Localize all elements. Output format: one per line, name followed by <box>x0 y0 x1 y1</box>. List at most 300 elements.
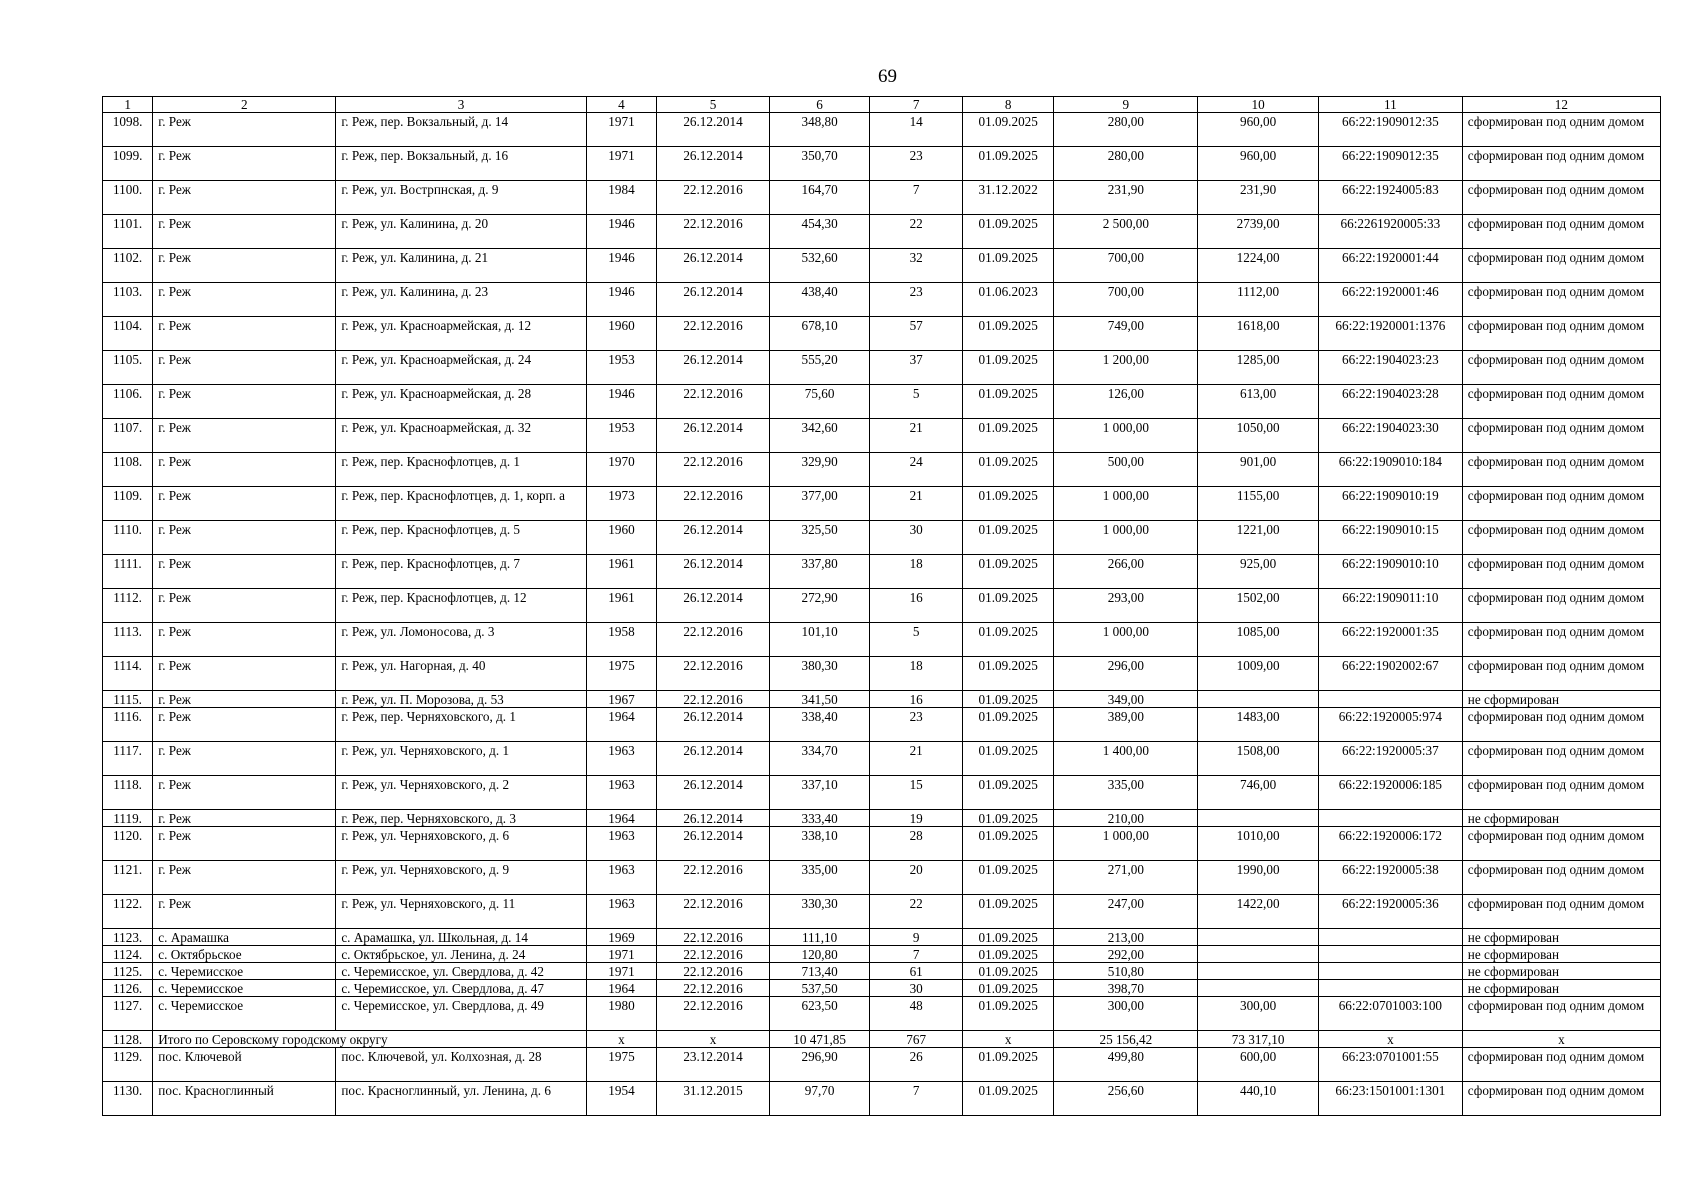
cell-area: 380,30 <box>769 657 870 691</box>
cell-address: г. Реж, ул. Черняховского, д. 11 <box>336 895 586 929</box>
cell-value-col10 <box>1198 963 1319 980</box>
cell-deadline: 01.09.2025 <box>962 776 1054 810</box>
cell-status: сформирован под одним домом <box>1462 1082 1660 1116</box>
cell-value-col10: 73 317,10 <box>1198 1031 1319 1048</box>
cell-row-number: 1106. <box>103 385 153 419</box>
cell-cadastral-number: 66:22:1920001:46 <box>1318 283 1462 317</box>
cell-row-number: 1103. <box>103 283 153 317</box>
cell-row-number: 1120. <box>103 827 153 861</box>
cell-inclusion-date: 26.12.2014 <box>657 351 770 385</box>
cell-area: 337,80 <box>769 555 870 589</box>
cell-deadline: 01.09.2025 <box>962 997 1054 1031</box>
cell-row-number: 1129. <box>103 1048 153 1082</box>
cell-area: 623,50 <box>769 997 870 1031</box>
table-row <box>103 249 1661 283</box>
cell-settlement: г. Реж <box>153 589 336 623</box>
cell-address: г. Реж, ул. П. Морозова, д. 53 <box>336 691 586 708</box>
cell-cadastral-number: 66:2261920005:33 <box>1318 215 1462 249</box>
cell-year-built: 1963 <box>586 895 656 929</box>
cell-inclusion-date: 22.12.2016 <box>657 963 770 980</box>
cell-address: г. Реж, ул. Калинина, д. 20 <box>336 215 586 249</box>
cell-deadline: 01.09.2025 <box>962 385 1054 419</box>
cell-row-number: 1121. <box>103 861 153 895</box>
cell-residents-count: 37 <box>870 351 963 385</box>
cell-settlement: г. Реж <box>153 385 336 419</box>
cell-value-col10: 901,00 <box>1198 453 1319 487</box>
cell-value-col9: 510,80 <box>1054 963 1198 980</box>
cell-row-number: 1114. <box>103 657 153 691</box>
cell-inclusion-date: 26.12.2014 <box>657 521 770 555</box>
cell-area: 338,10 <box>769 827 870 861</box>
cell-status: сформирован под одним домом <box>1462 742 1660 776</box>
cell-inclusion-date: 26.12.2014 <box>657 113 770 147</box>
cell-year-built: 1964 <box>586 980 656 997</box>
cell-cadastral-number: 66:22:1909010:19 <box>1318 487 1462 521</box>
cell-residents-count: 15 <box>870 776 963 810</box>
cell-cadastral-number <box>1318 946 1462 963</box>
cell-residents-count: 48 <box>870 997 963 1031</box>
cell-residents-count: 21 <box>870 742 963 776</box>
cell-value-col9: 280,00 <box>1054 147 1198 181</box>
cell-value-col10 <box>1198 810 1319 827</box>
cell-deadline: 01.09.2025 <box>962 861 1054 895</box>
cell-residents-count: 7 <box>870 181 963 215</box>
cell-address: с. Черемисское, ул. Свердлова, д. 42 <box>336 963 586 980</box>
column-header: 1 <box>103 97 153 113</box>
cell-value-col9: 256,60 <box>1054 1082 1198 1116</box>
cell-year-built: 1960 <box>586 317 656 351</box>
cell-value-col9: 293,00 <box>1054 589 1198 623</box>
table-row <box>103 589 1661 623</box>
cell-inclusion-date: 22.12.2016 <box>657 181 770 215</box>
cell-status: сформирован под одним домом <box>1462 419 1660 453</box>
cell-address: с. Черемисское, ул. Свердлова, д. 49 <box>336 997 586 1031</box>
cell-status: сформирован под одним домом <box>1462 861 1660 895</box>
table-row <box>103 419 1661 453</box>
cell-value-col10: 613,00 <box>1198 385 1319 419</box>
cell-residents-count: 57 <box>870 317 963 351</box>
cell-area: 335,00 <box>769 861 870 895</box>
cell-settlement: с. Черемисское <box>153 997 336 1031</box>
cell-address: г. Реж, пер. Черняховского, д. 1 <box>336 708 586 742</box>
cell-residents-count: 24 <box>870 453 963 487</box>
cell-year-built: 1984 <box>586 181 656 215</box>
table-row <box>103 963 1661 980</box>
cell-deadline: 01.09.2025 <box>962 827 1054 861</box>
cell-settlement: г. Реж <box>153 215 336 249</box>
cell-year-built: 1971 <box>586 113 656 147</box>
cell-value-col10 <box>1198 691 1319 708</box>
cell-row-number: 1102. <box>103 249 153 283</box>
column-header: 9 <box>1054 97 1198 113</box>
cell-area: 97,70 <box>769 1082 870 1116</box>
cell-cadastral-number: 66:22:1909012:35 <box>1318 113 1462 147</box>
cell-value-col10: 1508,00 <box>1198 742 1319 776</box>
cell-cadastral-number: 66:22:1920005:37 <box>1318 742 1462 776</box>
column-header: 2 <box>153 97 336 113</box>
cell-residents-count: 16 <box>870 589 963 623</box>
cell-residents-count: 30 <box>870 980 963 997</box>
cell-cadastral-number: 66:22:1904023:28 <box>1318 385 1462 419</box>
cell-settlement: г. Реж <box>153 113 336 147</box>
cell-year-built: 1963 <box>586 861 656 895</box>
cell-row-number: 1108. <box>103 453 153 487</box>
cell-value-col10: 600,00 <box>1198 1048 1319 1082</box>
cell-value-col9: 292,00 <box>1054 946 1198 963</box>
cell-address: г. Реж, ул. Красноармейская, д. 24 <box>336 351 586 385</box>
cell-value-col10: 1224,00 <box>1198 249 1319 283</box>
cell-year-built: 1946 <box>586 215 656 249</box>
table-row <box>103 181 1661 215</box>
table-row <box>103 351 1661 385</box>
cell-status: не сформирован <box>1462 810 1660 827</box>
table-row <box>103 861 1661 895</box>
cell-value-col9: 499,80 <box>1054 1048 1198 1082</box>
table-row <box>103 929 1661 946</box>
cell-residents-count: 18 <box>870 555 963 589</box>
cell-year-built: 1967 <box>586 691 656 708</box>
cell-residents-count: 22 <box>870 895 963 929</box>
cell-inclusion-date: 26.12.2014 <box>657 589 770 623</box>
cell-inclusion-date: 22.12.2016 <box>657 997 770 1031</box>
cell-settlement: г. Реж <box>153 317 336 351</box>
cell-value-col10: 746,00 <box>1198 776 1319 810</box>
cell-value-col9: 271,00 <box>1054 861 1198 895</box>
cell-value-col9: 2 500,00 <box>1054 215 1198 249</box>
cell-deadline: 01.09.2025 <box>962 317 1054 351</box>
cell-status: сформирован под одним домом <box>1462 113 1660 147</box>
cell-cadastral-number: 66:23:1501001:1301 <box>1318 1082 1462 1116</box>
cell-value-col9: 700,00 <box>1054 249 1198 283</box>
cell-settlement: с. Черемисское <box>153 980 336 997</box>
cell-inclusion-date: 26.12.2014 <box>657 810 770 827</box>
cell-value-col10: 231,90 <box>1198 181 1319 215</box>
cell-value-col10: 1085,00 <box>1198 623 1319 657</box>
cell-year-built: 1975 <box>586 1048 656 1082</box>
cell-cadastral-number: x <box>1318 1031 1462 1048</box>
cell-value-col9: 398,70 <box>1054 980 1198 997</box>
cell-row-number: 1115. <box>103 691 153 708</box>
cell-status: сформирован под одним домом <box>1462 181 1660 215</box>
cell-settlement: г. Реж <box>153 453 336 487</box>
cell-residents-count: 5 <box>870 623 963 657</box>
cell-status: сформирован под одним домом <box>1462 385 1660 419</box>
cell-residents-count: 30 <box>870 521 963 555</box>
cell-deadline: 01.09.2025 <box>962 963 1054 980</box>
cell-residents-count: 18 <box>870 657 963 691</box>
cell-address: г. Реж, пер. Краснофлотцев, д. 1 <box>336 453 586 487</box>
cell-deadline: 01.09.2025 <box>962 1082 1054 1116</box>
cell-cadastral-number <box>1318 691 1462 708</box>
cell-residents-count: 22 <box>870 215 963 249</box>
cell-status: сформирован под одним домом <box>1462 147 1660 181</box>
cell-cadastral-number: 66:22:1904023:23 <box>1318 351 1462 385</box>
cell-year-built: 1970 <box>586 453 656 487</box>
cell-status: сформирован под одним домом <box>1462 249 1660 283</box>
cell-year-built: 1980 <box>586 997 656 1031</box>
cell-value-col10 <box>1198 929 1319 946</box>
cell-settlement: г. Реж <box>153 147 336 181</box>
cell-year-built: 1969 <box>586 929 656 946</box>
cell-settlement: г. Реж <box>153 249 336 283</box>
cell-area: 296,90 <box>769 1048 870 1082</box>
cell-address: г. Реж, ул. Вострпнская, д. 9 <box>336 181 586 215</box>
cell-cadastral-number: 66:22:1920006:185 <box>1318 776 1462 810</box>
cell-value-col9: 1 000,00 <box>1054 487 1198 521</box>
cell-deadline: 01.09.2025 <box>962 215 1054 249</box>
cell-residents-count: 19 <box>870 810 963 827</box>
cell-area: 101,10 <box>769 623 870 657</box>
cell-deadline: 01.09.2025 <box>962 147 1054 181</box>
cell-cadastral-number: 66:22:1920001:44 <box>1318 249 1462 283</box>
cell-deadline: 01.09.2025 <box>962 946 1054 963</box>
cell-area: 272,90 <box>769 589 870 623</box>
cell-area: 454,30 <box>769 215 870 249</box>
cell-settlement: г. Реж <box>153 351 336 385</box>
cell-cadastral-number: 66:22:1909012:35 <box>1318 147 1462 181</box>
cell-cadastral-number: 66:22:1909011:10 <box>1318 589 1462 623</box>
cell-area: 120,80 <box>769 946 870 963</box>
cell-residents-count: 23 <box>870 708 963 742</box>
cell-status: сформирован под одним домом <box>1462 895 1660 929</box>
cell-status: не сформирован <box>1462 963 1660 980</box>
cell-deadline: 01.09.2025 <box>962 691 1054 708</box>
cell-inclusion-date: 22.12.2016 <box>657 691 770 708</box>
column-header: 8 <box>962 97 1054 113</box>
cell-value-col9: 280,00 <box>1054 113 1198 147</box>
cell-value-col10: 1618,00 <box>1198 317 1319 351</box>
cell-inclusion-date: 26.12.2014 <box>657 419 770 453</box>
cell-cadastral-number: 66:22:1920006:172 <box>1318 827 1462 861</box>
cell-inclusion-date: 22.12.2016 <box>657 657 770 691</box>
cell-inclusion-date: 22.12.2016 <box>657 895 770 929</box>
table-row <box>103 113 1661 147</box>
cell-area: 329,90 <box>769 453 870 487</box>
cell-inclusion-date: 26.12.2014 <box>657 827 770 861</box>
cell-address: г. Реж, пер. Краснофлотцев, д. 5 <box>336 521 586 555</box>
cell-year-built: 1961 <box>586 555 656 589</box>
cell-row-number: 1116. <box>103 708 153 742</box>
cell-deadline: 31.12.2022 <box>962 181 1054 215</box>
cell-area: 330,30 <box>769 895 870 929</box>
cell-settlement: с. Октябрьское <box>153 946 336 963</box>
cell-cadastral-number: 66:22:1909010:10 <box>1318 555 1462 589</box>
cell-value-col10: 1221,00 <box>1198 521 1319 555</box>
cell-address: г. Реж, ул. Черняховского, д. 2 <box>336 776 586 810</box>
cell-row-number: 1118. <box>103 776 153 810</box>
cell-row-number: 1130. <box>103 1082 153 1116</box>
table-row <box>103 708 1661 742</box>
column-header: 7 <box>870 97 963 113</box>
cell-inclusion-date: 31.12.2015 <box>657 1082 770 1116</box>
cell-settlement: г. Реж <box>153 623 336 657</box>
cell-cadastral-number: 66:22:1904023:30 <box>1318 419 1462 453</box>
cell-deadline: 01.09.2025 <box>962 810 1054 827</box>
cell-status: x <box>1462 1031 1660 1048</box>
table-row <box>103 385 1661 419</box>
cell-value-col9: 25 156,42 <box>1054 1031 1198 1048</box>
cell-cadastral-number <box>1318 929 1462 946</box>
cell-value-col9: 335,00 <box>1054 776 1198 810</box>
cell-value-col10: 1112,00 <box>1198 283 1319 317</box>
cell-residents-count: 61 <box>870 963 963 980</box>
cell-inclusion-date: 22.12.2016 <box>657 861 770 895</box>
cell-status: не сформирован <box>1462 946 1660 963</box>
cell-address: г. Реж, ул. Калинина, д. 21 <box>336 249 586 283</box>
cell-value-col10: 1155,00 <box>1198 487 1319 521</box>
cell-cadastral-number: 66:22:1909010:15 <box>1318 521 1462 555</box>
table-row <box>103 1048 1661 1082</box>
cell-row-number: 1127. <box>103 997 153 1031</box>
housing-registry-table <box>102 96 1661 1116</box>
cell-value-col10: 1990,00 <box>1198 861 1319 895</box>
cell-settlement: г. Реж <box>153 895 336 929</box>
cell-row-number: 1124. <box>103 946 153 963</box>
column-header: 10 <box>1198 97 1319 113</box>
cell-deadline: 01.09.2025 <box>962 929 1054 946</box>
cell-cadastral-number <box>1318 810 1462 827</box>
cell-value-col10: 960,00 <box>1198 113 1319 147</box>
cell-settlement: пос. Красноглинный <box>153 1082 336 1116</box>
cell-status: сформирован под одним домом <box>1462 1048 1660 1082</box>
cell-settlement: г. Реж <box>153 181 336 215</box>
cell-deadline: 01.09.2025 <box>962 249 1054 283</box>
cell-row-number: 1100. <box>103 181 153 215</box>
cell-row-number: 1125. <box>103 963 153 980</box>
cell-address: г. Реж, ул. Красноармейская, д. 32 <box>336 419 586 453</box>
table-row <box>103 521 1661 555</box>
cell-row-number: 1122. <box>103 895 153 929</box>
table-row <box>103 827 1661 861</box>
cell-cadastral-number: 66:22:0701003:100 <box>1318 997 1462 1031</box>
cell-value-col10 <box>1198 980 1319 997</box>
cell-inclusion-date: 26.12.2014 <box>657 742 770 776</box>
cell-row-number: 1117. <box>103 742 153 776</box>
table-row <box>103 555 1661 589</box>
cell-year-built: 1946 <box>586 385 656 419</box>
cell-settlement: г. Реж <box>153 708 336 742</box>
cell-row-number: 1111. <box>103 555 153 589</box>
cell-value-col9: 210,00 <box>1054 810 1198 827</box>
cell-residents-count: 21 <box>870 419 963 453</box>
cell-area: 341,50 <box>769 691 870 708</box>
cell-deadline: 01.09.2025 <box>962 708 1054 742</box>
cell-deadline: 01.09.2025 <box>962 555 1054 589</box>
cell-deadline: 01.09.2025 <box>962 1048 1054 1082</box>
cell-value-col10: 300,00 <box>1198 997 1319 1031</box>
cell-year-built: 1973 <box>586 487 656 521</box>
column-header: 3 <box>336 97 586 113</box>
cell-residents-count: 7 <box>870 946 963 963</box>
cell-inclusion-date: 22.12.2016 <box>657 929 770 946</box>
cell-status: не сформирован <box>1462 691 1660 708</box>
cell-deadline: 01.09.2025 <box>962 742 1054 776</box>
cell-year-built: 1963 <box>586 776 656 810</box>
cell-residents-count: 28 <box>870 827 963 861</box>
cell-row-number: 1099. <box>103 147 153 181</box>
cell-value-col9: 126,00 <box>1054 385 1198 419</box>
cell-row-number: 1112. <box>103 589 153 623</box>
cell-value-col9: 389,00 <box>1054 708 1198 742</box>
cell-address: г. Реж, пер. Вокзальный, д. 16 <box>336 147 586 181</box>
cell-value-col9: 1 400,00 <box>1054 742 1198 776</box>
cell-cadastral-number: 66:23:0701001:55 <box>1318 1048 1462 1082</box>
page-number: 69 <box>878 66 897 87</box>
cell-status: сформирован под одним домом <box>1462 657 1660 691</box>
cell-value-col9: 231,90 <box>1054 181 1198 215</box>
column-header: 11 <box>1318 97 1462 113</box>
cell-area: 348,80 <box>769 113 870 147</box>
cell-deadline: 01.09.2025 <box>962 657 1054 691</box>
cell-area: 342,60 <box>769 419 870 453</box>
table-row <box>103 657 1661 691</box>
cell-residents-count: 7 <box>870 1082 963 1116</box>
cell-row-number: 1123. <box>103 929 153 946</box>
table-row <box>103 810 1661 827</box>
cell-area: 350,70 <box>769 147 870 181</box>
cell-settlement: г. Реж <box>153 521 336 555</box>
cell-address: г. Реж, пер. Краснофлотцев, д. 12 <box>336 589 586 623</box>
cell-value-col10: 925,00 <box>1198 555 1319 589</box>
cell-settlement: г. Реж <box>153 487 336 521</box>
cell-settlement: пос. Ключевой <box>153 1048 336 1082</box>
cell-inclusion-date: 26.12.2014 <box>657 776 770 810</box>
cell-row-number: 1113. <box>103 623 153 657</box>
cell-area: 334,70 <box>769 742 870 776</box>
cell-year-built: 1961 <box>586 589 656 623</box>
cell-settlement: г. Реж <box>153 555 336 589</box>
cell-inclusion-date: 26.12.2014 <box>657 249 770 283</box>
cell-value-col10: 440,10 <box>1198 1082 1319 1116</box>
cell-row-number: 1107. <box>103 419 153 453</box>
table-row <box>103 1082 1661 1116</box>
cell-area: 377,00 <box>769 487 870 521</box>
cell-deadline: 01.09.2025 <box>962 113 1054 147</box>
cell-inclusion-date: 22.12.2016 <box>657 385 770 419</box>
cell-cadastral-number: 66:22:1924005:83 <box>1318 181 1462 215</box>
cell-address: г. Реж, пер. Черняховского, д. 3 <box>336 810 586 827</box>
table-row <box>103 147 1661 181</box>
cell-inclusion-date: 22.12.2016 <box>657 623 770 657</box>
cell-settlement: г. Реж <box>153 861 336 895</box>
cell-residents-count: 21 <box>870 487 963 521</box>
cell-row-number: 1098. <box>103 113 153 147</box>
cell-residents-count: 9 <box>870 929 963 946</box>
cell-cadastral-number <box>1318 980 1462 997</box>
cell-year-built: 1964 <box>586 708 656 742</box>
column-header-row <box>103 97 1661 113</box>
cell-row-number: 1110. <box>103 521 153 555</box>
cell-value-col9: 213,00 <box>1054 929 1198 946</box>
cell-residents-count: 32 <box>870 249 963 283</box>
cell-value-col9: 1 200,00 <box>1054 351 1198 385</box>
cell-address: г. Реж, ул. Калинина, д. 23 <box>336 283 586 317</box>
cell-status: сформирован под одним домом <box>1462 776 1660 810</box>
cell-value-col9: 300,00 <box>1054 997 1198 1031</box>
cell-total-label: Итого по Серовскому городскому округу <box>153 1031 586 1048</box>
cell-value-col9: 1 000,00 <box>1054 827 1198 861</box>
cell-value-col10: 1050,00 <box>1198 419 1319 453</box>
cell-inclusion-date: 22.12.2016 <box>657 317 770 351</box>
cell-residents-count: 14 <box>870 113 963 147</box>
cell-settlement: г. Реж <box>153 419 336 453</box>
cell-status: сформирован под одним домом <box>1462 317 1660 351</box>
cell-settlement: г. Реж <box>153 657 336 691</box>
cell-settlement: г. Реж <box>153 827 336 861</box>
cell-status: сформирован под одним домом <box>1462 351 1660 385</box>
cell-year-built: 1954 <box>586 1082 656 1116</box>
cell-value-col10: 2739,00 <box>1198 215 1319 249</box>
